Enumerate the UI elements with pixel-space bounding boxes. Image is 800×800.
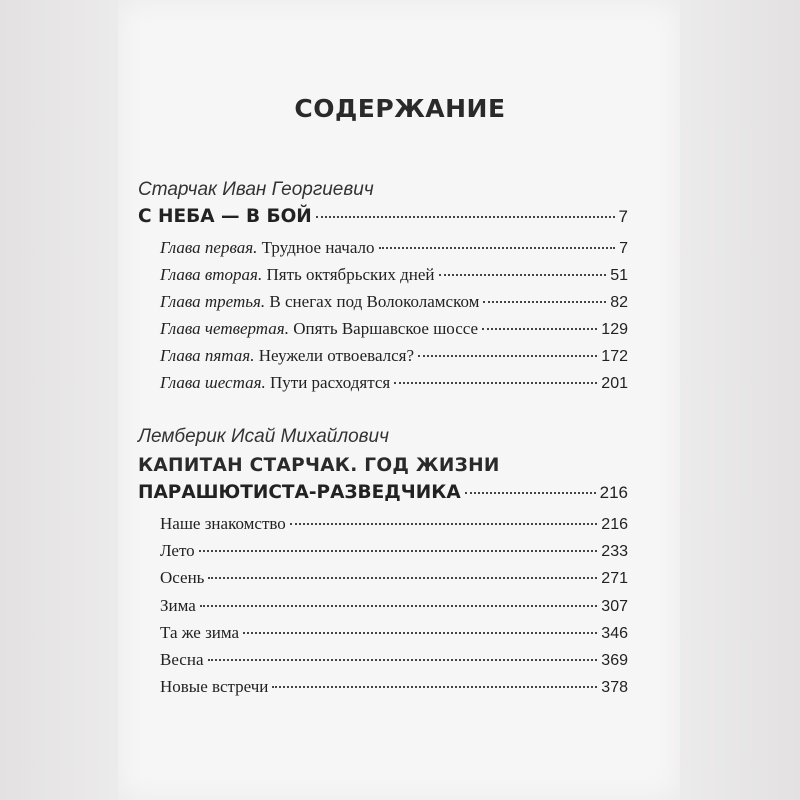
chapter-prefix: Глава третья. bbox=[160, 292, 266, 311]
leader-dots bbox=[290, 523, 598, 525]
chapter-prefix: Глава шестая. bbox=[160, 373, 266, 392]
leader-dots bbox=[272, 686, 597, 688]
chapter-prefix: Глава пятая. bbox=[160, 346, 255, 365]
section-heading: ПАРАШЮТИСТА-РАЗВЕДЧИКА bbox=[138, 482, 461, 503]
chapter-title: Весна bbox=[160, 650, 204, 669]
toc-entry bbox=[160, 568, 628, 594]
chapter-title: Пять октябрьских дней bbox=[262, 265, 435, 284]
section-heading-row bbox=[138, 482, 628, 508]
leader-dots bbox=[316, 216, 615, 218]
chapter-title: Осень bbox=[160, 568, 205, 587]
page-number: 271 bbox=[601, 570, 628, 587]
toc-entry bbox=[160, 623, 628, 649]
page-number: 378 bbox=[601, 679, 628, 696]
toc-entry bbox=[160, 346, 628, 372]
chapter-title: Та же зима bbox=[160, 623, 240, 642]
leader-dots bbox=[208, 577, 597, 579]
toc-entry bbox=[160, 292, 628, 318]
page-number: 233 bbox=[601, 543, 628, 560]
chapter-title: Лето bbox=[160, 541, 195, 560]
leader-dots bbox=[208, 659, 598, 661]
toc-entry bbox=[160, 541, 628, 567]
toc-entry bbox=[160, 596, 628, 622]
leader-dots bbox=[482, 328, 597, 330]
page-number: 172 bbox=[601, 348, 628, 365]
leader-dots bbox=[394, 382, 597, 384]
chapter-title: Зима bbox=[160, 596, 196, 615]
page-title: СОДЕРЖАНИЕ bbox=[294, 94, 506, 123]
page-number: 216 bbox=[601, 516, 628, 533]
toc-entry bbox=[160, 319, 628, 345]
leader-dots bbox=[439, 274, 607, 276]
leader-dots bbox=[200, 605, 597, 607]
page-number: 7 bbox=[618, 207, 628, 226]
leader-dots bbox=[243, 632, 597, 634]
toc-entry bbox=[160, 265, 628, 291]
section-heading: С НЕБА — В БОЙ bbox=[138, 206, 312, 227]
toc-entry bbox=[160, 238, 628, 264]
page-number: 7 bbox=[619, 240, 628, 257]
page-number: 201 bbox=[601, 375, 628, 392]
page-number: 369 bbox=[601, 652, 628, 669]
chapter-title: В снегах под Волоколамском bbox=[265, 292, 480, 311]
section-heading: КАПИТАН СТАРЧАК. ГОД ЖИЗНИ bbox=[138, 455, 500, 476]
chapter-title: Новые встречи bbox=[160, 677, 269, 696]
page-number: 346 bbox=[601, 625, 628, 642]
chapter-title: Трудное начало bbox=[257, 238, 375, 257]
chapter-prefix: Глава четвертая. bbox=[160, 319, 289, 338]
page-number: 82 bbox=[610, 294, 628, 311]
toc-entry bbox=[160, 650, 628, 676]
chapter-title: Неужели отвоевался? bbox=[254, 346, 415, 365]
leader-dots bbox=[379, 247, 616, 249]
leader-dots bbox=[465, 492, 596, 494]
toc-entry bbox=[160, 373, 628, 399]
chapter-prefix: Глава вторая. bbox=[160, 265, 263, 284]
leader-dots bbox=[418, 355, 597, 357]
page-number: 216 bbox=[599, 483, 628, 502]
chapter-title: Опять Варшавское шоссе bbox=[288, 319, 479, 338]
leader-dots bbox=[483, 301, 606, 303]
leader-dots bbox=[199, 550, 598, 552]
chapter-title: Пути расходятся bbox=[265, 373, 391, 392]
author-name: Старчак Иван Георгиевич bbox=[138, 179, 374, 200]
chapter-prefix: Глава первая. bbox=[160, 238, 258, 257]
chapter-title: Наше знакомство bbox=[160, 514, 286, 533]
author-name: Лемберик Исай Михайлович bbox=[138, 426, 389, 447]
section-heading-row bbox=[138, 206, 628, 232]
page-number: 129 bbox=[601, 321, 628, 338]
page-number: 307 bbox=[601, 598, 628, 615]
toc-entry bbox=[160, 677, 628, 703]
page-number: 51 bbox=[610, 267, 628, 284]
toc-entry bbox=[160, 514, 628, 540]
